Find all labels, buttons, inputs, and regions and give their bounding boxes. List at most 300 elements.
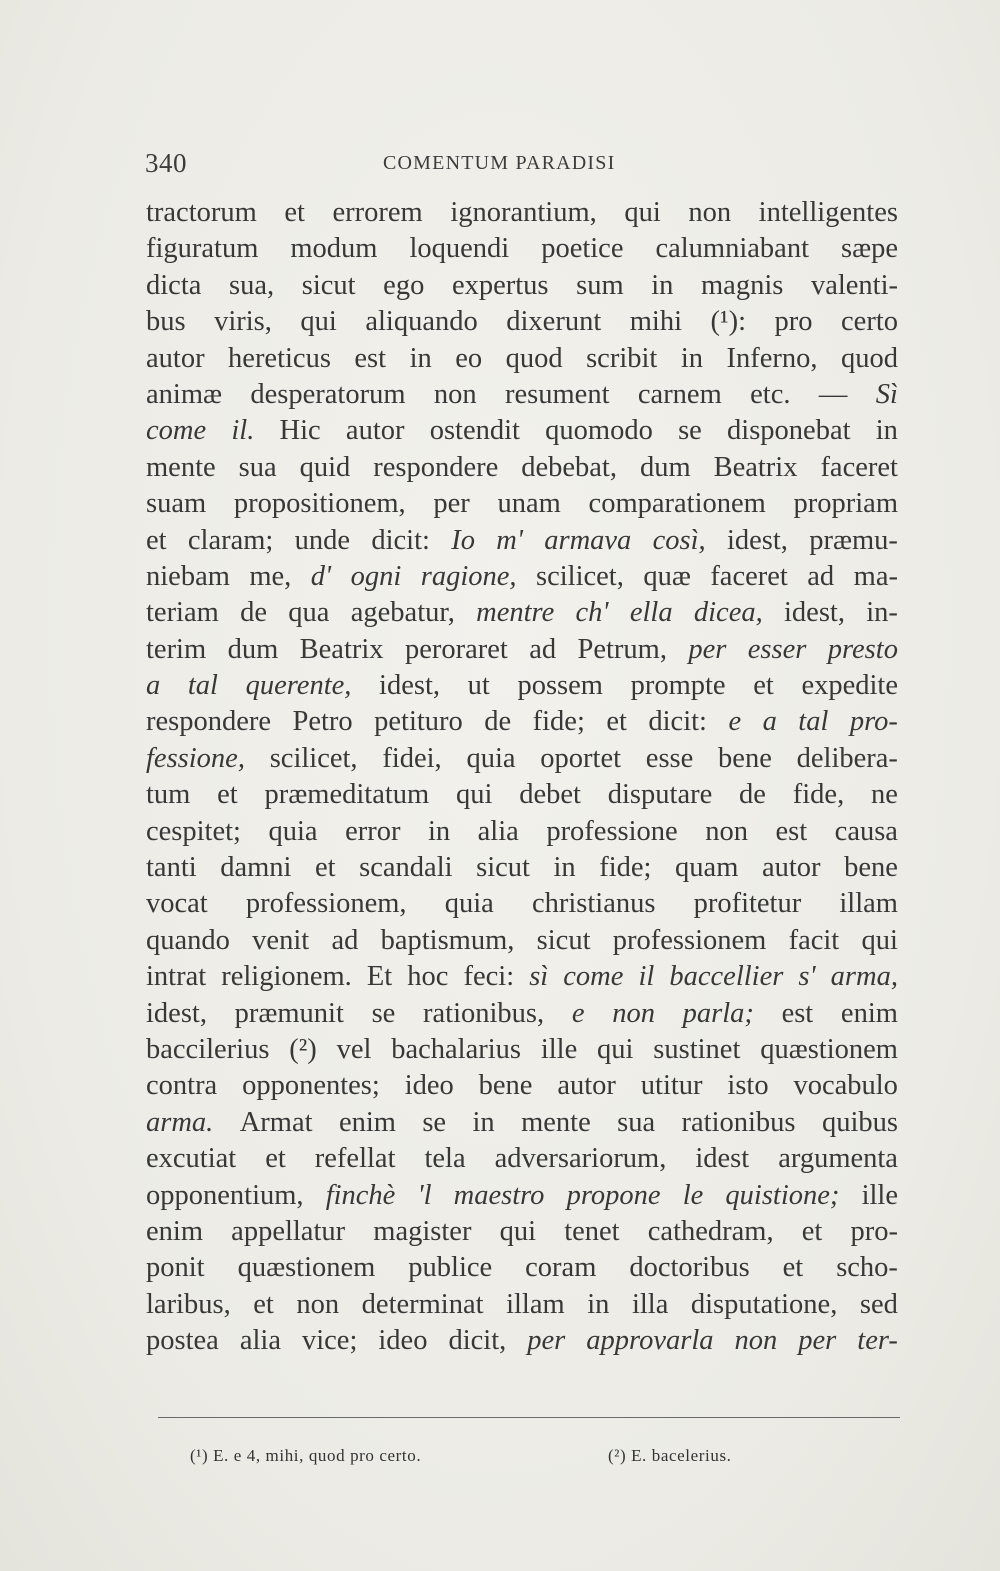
word: terim: [146, 633, 207, 665]
word: est: [354, 342, 387, 374]
text-line: [146, 523, 898, 559]
text-line: [146, 195, 898, 231]
word: est: [775, 815, 808, 847]
text-line: [146, 1214, 898, 1250]
text-line: [146, 1141, 898, 1177]
word: Petro: [292, 706, 353, 738]
word: desperatorum: [250, 378, 406, 410]
italic-word: arma,: [830, 961, 898, 993]
word: et: [315, 852, 336, 884]
word: sicut: [301, 269, 356, 301]
italic-word: 'l: [417, 1179, 432, 1211]
word: cespitet;: [146, 815, 241, 847]
italic-word: m': [496, 524, 523, 556]
word: qui: [499, 1215, 537, 1247]
word: non: [296, 1288, 340, 1320]
word: disputare: [607, 779, 713, 811]
word: facit: [788, 924, 840, 956]
word: dicit,: [448, 1325, 507, 1357]
word: quam: [675, 852, 739, 884]
word: non: [705, 815, 748, 847]
italic-word: s': [798, 961, 816, 993]
word: Beatrix: [713, 451, 798, 483]
italic-word: il.: [231, 415, 255, 447]
word: —: [818, 378, 848, 410]
word: non: [433, 378, 477, 410]
word: eo: [455, 342, 483, 374]
word: hereticus: [228, 342, 331, 374]
word: Hic: [279, 415, 321, 447]
word: quod: [505, 342, 563, 374]
italic-word: a: [762, 706, 777, 738]
word: (²): [289, 1033, 317, 1065]
word: sicut: [536, 924, 591, 956]
word: præmu-: [809, 524, 898, 556]
word: præmunit: [234, 997, 344, 1029]
word: idest,: [726, 524, 788, 556]
text-line: [146, 595, 898, 631]
footnote-rule: [158, 1417, 900, 1418]
word: ad: [807, 560, 835, 592]
italic-word: propone: [566, 1179, 661, 1211]
word: agebatur,: [350, 597, 455, 629]
word: vocat: [146, 888, 208, 920]
footnote-1: (¹) E. e 4, mihi, quod pro certo.: [190, 1446, 422, 1465]
word: dicit:: [371, 524, 430, 556]
word: contra: [146, 1070, 218, 1102]
italic-word: ogni: [350, 560, 402, 592]
word: vice;: [301, 1325, 358, 1357]
word: alia: [239, 1325, 281, 1357]
text-line: [146, 413, 898, 449]
word: qui: [597, 1033, 634, 1065]
running-head: [145, 148, 900, 178]
word: dum: [639, 451, 691, 483]
footnotes: [190, 1446, 810, 1472]
word: calumniabant: [655, 233, 809, 265]
word: bene: [718, 742, 772, 774]
italic-word: parla;: [682, 997, 754, 1029]
italic-word: tal: [798, 706, 829, 738]
word: quia: [268, 815, 318, 847]
word: rationibus: [681, 1106, 796, 1138]
word: petituro: [374, 706, 463, 738]
body-text: [146, 195, 898, 1360]
word: quæstionem: [760, 1033, 898, 1065]
word: in: [409, 342, 432, 374]
word: isto: [727, 1070, 769, 1102]
word: alia: [477, 815, 519, 847]
word: non: [688, 197, 732, 228]
word: publice: [408, 1252, 493, 1284]
word: autor: [761, 852, 821, 884]
word: se: [422, 1106, 447, 1138]
word: illa: [631, 1288, 669, 1320]
word: et: [265, 1143, 286, 1175]
running-title: COMENTUM PARADISI: [383, 152, 616, 174]
italic-word: a: [146, 670, 161, 702]
word: et: [801, 1215, 823, 1247]
word: animæ: [146, 378, 222, 410]
italic-word: esser: [747, 633, 807, 665]
text-line: [146, 1068, 898, 1104]
word: idest,: [379, 670, 440, 702]
word: quæ: [643, 560, 691, 592]
word: comparationem: [588, 488, 766, 520]
word: bus: [146, 306, 186, 338]
italic-word: e: [571, 997, 585, 1029]
text-line: [146, 886, 898, 922]
word: et: [284, 197, 305, 228]
italic-word: sì: [529, 961, 549, 993]
word: oportet: [540, 742, 622, 774]
word: certo: [841, 306, 898, 338]
word: sustinet: [653, 1033, 741, 1065]
word: ideo: [378, 1325, 428, 1357]
italic-word: non: [612, 997, 655, 1029]
text-line: [146, 632, 898, 668]
italic-word: tal: [187, 670, 218, 702]
word: fide;: [532, 706, 585, 738]
word: autor: [345, 415, 405, 447]
text-line: [146, 959, 898, 995]
word: sua,: [229, 269, 275, 301]
word: scilicet,: [536, 560, 624, 592]
word: mente: [146, 451, 216, 483]
word: ad: [331, 924, 359, 956]
word: in: [427, 815, 451, 847]
word: de: [739, 779, 766, 811]
word: ut: [467, 670, 490, 702]
word: possem: [517, 670, 603, 702]
word: scribit: [586, 342, 658, 374]
word: appellatur: [231, 1215, 346, 1247]
italic-word: per: [688, 633, 727, 665]
word: debet: [519, 779, 581, 811]
word: niebam: [146, 560, 230, 592]
word: poetice: [541, 233, 624, 265]
word: in: [472, 1106, 495, 1138]
word: teriam: [146, 597, 219, 629]
text-line: [146, 777, 898, 813]
italic-word: ch': [575, 597, 609, 629]
word: et: [782, 1252, 804, 1284]
word: opponentes;: [242, 1070, 380, 1102]
page-number: 340: [145, 148, 187, 178]
word: religionem.: [221, 961, 352, 993]
word: respondere: [146, 706, 272, 738]
text-line: [146, 377, 898, 413]
word: se: [371, 997, 396, 1029]
italic-word: non: [734, 1325, 778, 1357]
word: idest: [695, 1143, 750, 1175]
word: respondere: [373, 451, 499, 483]
word: vel: [336, 1033, 372, 1065]
text-line: [146, 231, 898, 267]
word: faceret: [710, 560, 788, 592]
word: disponebat: [727, 415, 851, 447]
italic-word: pro-: [849, 706, 898, 738]
word: pro: [774, 306, 813, 338]
word: illam: [506, 1288, 565, 1320]
word: bene: [844, 852, 898, 884]
word: et: [146, 524, 167, 556]
word: propositionem,: [233, 488, 406, 520]
word: qui: [624, 197, 661, 228]
word: de: [484, 706, 512, 738]
word: viris,: [214, 306, 272, 338]
word: sicut: [476, 852, 530, 884]
italic-word: per: [798, 1325, 837, 1357]
word: damni: [220, 852, 292, 884]
word: valenti-: [810, 269, 898, 301]
word: Armat: [239, 1106, 313, 1138]
word: magnis: [701, 269, 784, 301]
word: tum: [146, 779, 191, 811]
word: ponit: [146, 1252, 205, 1284]
text-line: [146, 1287, 898, 1323]
word: doctoribus: [629, 1252, 750, 1284]
word: sæpe: [840, 233, 898, 265]
word: in: [553, 852, 576, 884]
word: ignorantium,: [450, 197, 597, 228]
text-line: [146, 704, 898, 740]
word: per: [433, 488, 470, 520]
word: opponentium,: [146, 1179, 304, 1211]
word: ma-: [853, 560, 898, 592]
word: enim: [840, 997, 898, 1029]
italic-word: come: [146, 415, 207, 447]
word: quia: [444, 888, 494, 920]
word: me,: [249, 560, 292, 592]
italic-word: per: [527, 1325, 566, 1357]
word: Petrum,: [577, 633, 667, 665]
italic-word: dicea,: [693, 597, 763, 629]
word: et: [753, 670, 774, 702]
word: coram: [525, 1252, 597, 1284]
word: et: [217, 779, 238, 811]
italic-word: finchè: [325, 1179, 396, 1211]
word: hoc: [407, 961, 449, 993]
word: baccilerius: [146, 1033, 270, 1065]
word: resument: [505, 378, 610, 410]
word: quando: [146, 924, 230, 956]
word: quod: [840, 342, 898, 374]
word: profitetur: [693, 888, 802, 920]
text-line: [146, 450, 898, 486]
word: determinat: [361, 1288, 484, 1320]
word: sua: [617, 1106, 656, 1138]
word: aliquando: [365, 306, 478, 338]
word: feci:: [463, 961, 515, 993]
word: adversariorum,: [494, 1143, 667, 1175]
word: Et: [366, 961, 393, 993]
word: etc.: [750, 378, 791, 410]
word: ille: [861, 1179, 898, 1211]
word: dixerunt: [506, 306, 602, 338]
word: claram;: [187, 524, 274, 556]
word: professionem: [612, 924, 767, 956]
word: idest,: [146, 997, 207, 1029]
italic-word: ragione,: [420, 560, 517, 592]
text-line: [146, 668, 898, 704]
text-line: [146, 1250, 898, 1286]
word: tenet: [564, 1215, 620, 1247]
text-line: [146, 1323, 898, 1359]
word: unam: [497, 488, 561, 520]
word: laribus,: [146, 1288, 231, 1320]
italic-word: baccellier: [669, 961, 784, 993]
word: (¹):: [710, 306, 746, 338]
word: refellat: [314, 1143, 396, 1175]
word: professionem,: [245, 888, 407, 920]
word: mihi: [629, 306, 683, 338]
text-line: [146, 923, 898, 959]
italic-word: approvarla: [586, 1325, 714, 1357]
word: modum: [290, 233, 378, 265]
italic-word: mentre: [476, 597, 555, 629]
italic-word: ter-: [857, 1325, 898, 1357]
word: ostendit: [429, 415, 520, 447]
italic-word: armava: [544, 524, 632, 556]
word: pro-: [850, 1215, 898, 1247]
italic-word: come: [563, 961, 624, 993]
word: propriam: [793, 488, 898, 520]
word: Inferno,: [726, 342, 818, 374]
italic-word: Io: [451, 524, 475, 556]
word: sum: [576, 269, 624, 301]
word: ne: [871, 779, 898, 811]
text-line: [146, 1105, 898, 1141]
word: scandali: [359, 852, 453, 884]
word: qui: [861, 924, 898, 956]
word: quia: [466, 742, 516, 774]
word: baptismum,: [380, 924, 515, 956]
word: in-: [866, 597, 898, 629]
word: tractorum: [146, 197, 257, 228]
word: ad: [529, 633, 557, 665]
word: autor: [146, 342, 205, 374]
word: suam: [146, 488, 207, 520]
italic-word: Sì: [875, 378, 898, 410]
word: et: [606, 706, 627, 738]
word: in: [875, 415, 898, 447]
word: dum: [227, 633, 279, 665]
word: dicit:: [648, 706, 707, 738]
word: de: [240, 597, 267, 629]
word: expedite: [801, 670, 898, 702]
text-line: [146, 559, 898, 595]
word: ego: [383, 269, 425, 301]
word: venit: [252, 924, 310, 956]
word: rationibus,: [423, 997, 545, 1029]
word: intelligentes: [758, 197, 898, 228]
word: delibera-: [796, 742, 898, 774]
word: sed: [859, 1288, 898, 1320]
italic-word: così,: [652, 524, 706, 556]
text-line: [146, 486, 898, 522]
text-line: [146, 741, 898, 777]
word: carnem: [637, 378, 722, 410]
text-line: [146, 996, 898, 1032]
italic-word: le: [682, 1179, 704, 1211]
word: debebat,: [521, 451, 617, 483]
word: tela: [424, 1143, 466, 1175]
word: fide,: [792, 779, 845, 811]
word: excutiat: [146, 1143, 237, 1175]
word: utitur: [640, 1070, 703, 1102]
text-line: [146, 1032, 898, 1068]
word: dicta: [146, 269, 202, 301]
text-line: [146, 341, 898, 377]
word: loquendi: [409, 233, 510, 265]
italic-word: d': [310, 560, 332, 592]
word: se: [678, 415, 702, 447]
text-line: [146, 1178, 898, 1214]
word: error: [345, 815, 401, 847]
text-line: [146, 850, 898, 886]
word: disputatione,: [690, 1288, 838, 1320]
italic-word: arma.: [146, 1106, 214, 1138]
word: qui: [300, 306, 337, 338]
word: figuratum: [146, 233, 259, 265]
word: argumenta: [778, 1143, 898, 1175]
word: enim: [146, 1215, 203, 1247]
word: tanti: [146, 852, 197, 884]
word: scilicet,: [269, 742, 358, 774]
italic-word: maestro: [453, 1179, 545, 1211]
text-line: [146, 814, 898, 850]
word: illam: [839, 888, 898, 920]
word: postea: [146, 1325, 219, 1357]
word: fidei,: [382, 742, 442, 774]
word: prompte: [630, 670, 726, 702]
word: Beatrix: [299, 633, 384, 665]
word: quibus: [821, 1106, 898, 1138]
word: quomodo: [545, 415, 653, 447]
word: ideo: [404, 1070, 454, 1102]
italic-word: il: [638, 961, 655, 993]
word: fide;: [599, 852, 652, 884]
word: ille: [540, 1033, 578, 1065]
italic-word: ella: [629, 597, 673, 629]
word: magister: [373, 1215, 472, 1247]
word: quæstionem: [237, 1252, 376, 1284]
word: mente: [521, 1106, 591, 1138]
word: in: [587, 1288, 610, 1320]
italic-word: e: [728, 706, 742, 738]
word: cathedram,: [647, 1215, 774, 1247]
word: esse: [645, 742, 694, 774]
word: professione: [546, 815, 678, 847]
word: errorem: [332, 197, 423, 228]
word: qua: [288, 597, 330, 629]
italic-word: presto: [827, 633, 898, 665]
word: et: [253, 1288, 274, 1320]
word: peroraret: [404, 633, 508, 665]
footnote-2: (²) E. bacelerius.: [608, 1446, 732, 1465]
text-line: [146, 304, 898, 340]
italic-word: fessione,: [146, 742, 245, 774]
word: bene: [478, 1070, 533, 1102]
word: causa: [834, 815, 898, 847]
word: sua: [238, 451, 277, 483]
word: unde: [294, 524, 351, 556]
word: intrat: [146, 961, 207, 993]
italic-word: querente,: [245, 670, 352, 702]
word: enim: [338, 1106, 396, 1138]
word: est: [781, 997, 814, 1029]
